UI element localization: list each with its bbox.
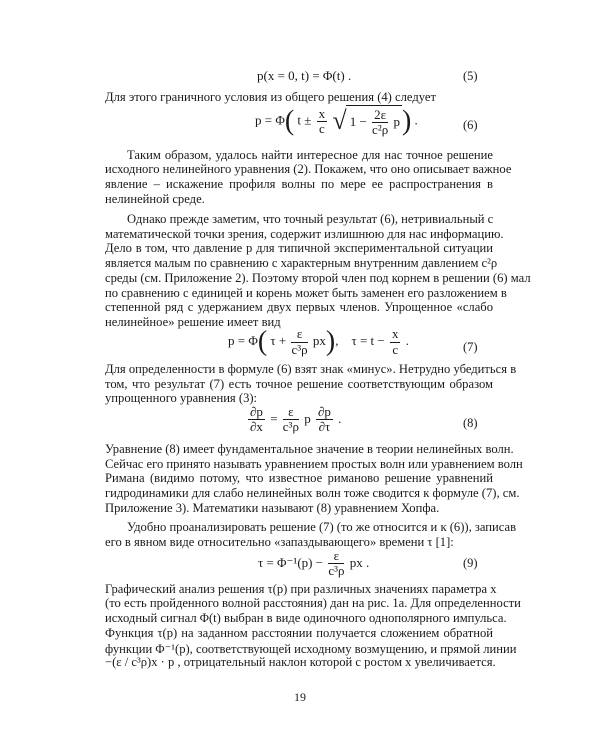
paragraph-line: Однако прежде заметим, что точный результат (6), нетривиальный с xyxy=(127,211,494,226)
equation-6: p = Φ( t ± $\frac{x}{c}$ √ 1 − $\frac{2\varepsilon}{\text{c²ρ}}$ p) . xyxy=(255,105,418,138)
paragraph-line: нелинейное» решение имеет вид xyxy=(105,314,281,329)
paragraph-line: его в явном виде относительно «запаздывающего» времени τ [1]: xyxy=(105,534,454,549)
paragraph-line: Удобно проанализировать решение (7) (то же относится и к (6)), записав xyxy=(127,520,517,535)
paragraph-line: функции Φ⁻¹(p), соответствующей исходному возмущению, и прямой линии xyxy=(105,641,517,656)
paragraph-line: исходный сигнал Φ(t) выбран в виде одиночного однополярного импульса. xyxy=(105,611,507,626)
equation-9: τ = Φ⁻¹(p) − $\frac{\varepsilon}{\text{c³ρ}}$ px . xyxy=(258,547,370,578)
paragraph-line: Уравнение (8) имеет фундаментальное значение в теории нелинейных волн. xyxy=(105,441,514,456)
paragraph-line: математической точки зрения, содержит излишнюю для нас информацию. xyxy=(105,226,504,241)
equation-8: $\frac{\partial p}{\partial x}$ = $\frac{\varepsilon}{\text{c³ρ}}$ p $\frac{\partial p}{\partial\tau}$ . xyxy=(250,404,342,435)
paragraph-line: том, что результат (7) есть точное решение соответствующим образом xyxy=(105,376,493,391)
equation-5 xyxy=(257,68,351,84)
equation-5-number: (5) xyxy=(463,69,478,84)
equation-7: p = Φ( τ + $\frac{\varepsilon}{\text{c³ρ}}$ px), τ = t − $\frac{x}{c}$ . xyxy=(228,326,409,357)
paragraph-line: Графический анализ решения τ(p) при различных значениях параметра x xyxy=(105,581,497,596)
equation-6-number: (6) xyxy=(463,118,478,133)
equation-5-body: p(x = 0, t) = Φ(t) . xyxy=(257,68,352,84)
paragraph-line: Таким образом, удалось найти интересное для нас точное решение xyxy=(127,147,493,162)
equation-9-number: (9) xyxy=(463,556,478,570)
paragraph-line: явление – искажение профиля волны по мере ее распространения в xyxy=(105,176,493,191)
paragraph-line: нелинейной среде. xyxy=(105,191,205,206)
equation-7-number: (7) xyxy=(463,339,478,354)
paragraph-line: Для этого граничного условия из общего решения (4) следует xyxy=(105,89,436,104)
paragraph-line: является малым по сравнению с характерным внутренним давлением c²ρ xyxy=(105,256,498,271)
paragraph-line: Сейчас его принято называть уравнением простых волн или уравнением волн xyxy=(105,456,523,471)
paragraph-line: Дело в том, что давление p для типичной экспериментальной ситуации xyxy=(105,241,493,256)
paragraph-line: −(ε / c³ρ)x · p , отрицательный наклон которой с ростом x увеличивается. xyxy=(105,655,496,670)
paragraph-line: Функция τ(p) на заданном расстоянии получается сложением обратной xyxy=(105,625,493,640)
page-number: 19 xyxy=(294,690,306,704)
paragraph-line: среды (см. Приложение 2). Поэтому второй член под корнем в решении (6) мал xyxy=(105,270,531,285)
paragraph-line: исходного нелинейного уравнения (2). Покажем, что оно описывает важное xyxy=(105,162,512,177)
paragraph-line: (то есть пройденного волной расстояния) дан на рис. 1а. Для определенности xyxy=(105,596,521,611)
paragraph-line: упрощенного уравнения (3): xyxy=(105,391,258,406)
paragraph-line: Римана (видимо потому, что известное риманово решение уравнений xyxy=(105,471,493,486)
paragraph-line: Приложение 3). Математики называют (8) уравнением Хопфа. xyxy=(105,500,440,515)
paragraph-line: по сравнению с единицей и корень может быть заменен его разложением в xyxy=(105,285,507,300)
paragraph-line: Для определенности в формуле (6) взят знак «минус». Нетрудно убедиться в xyxy=(105,361,517,376)
paragraph-line: степенной ряд с удержанием двух первых членов. Упрощенное «слабо xyxy=(105,300,493,315)
paragraph-line: гидродинамики для слабо нелинейных волн тоже сводится к формуле (7), см. xyxy=(105,486,520,501)
equation-8-number: (8) xyxy=(463,416,478,431)
